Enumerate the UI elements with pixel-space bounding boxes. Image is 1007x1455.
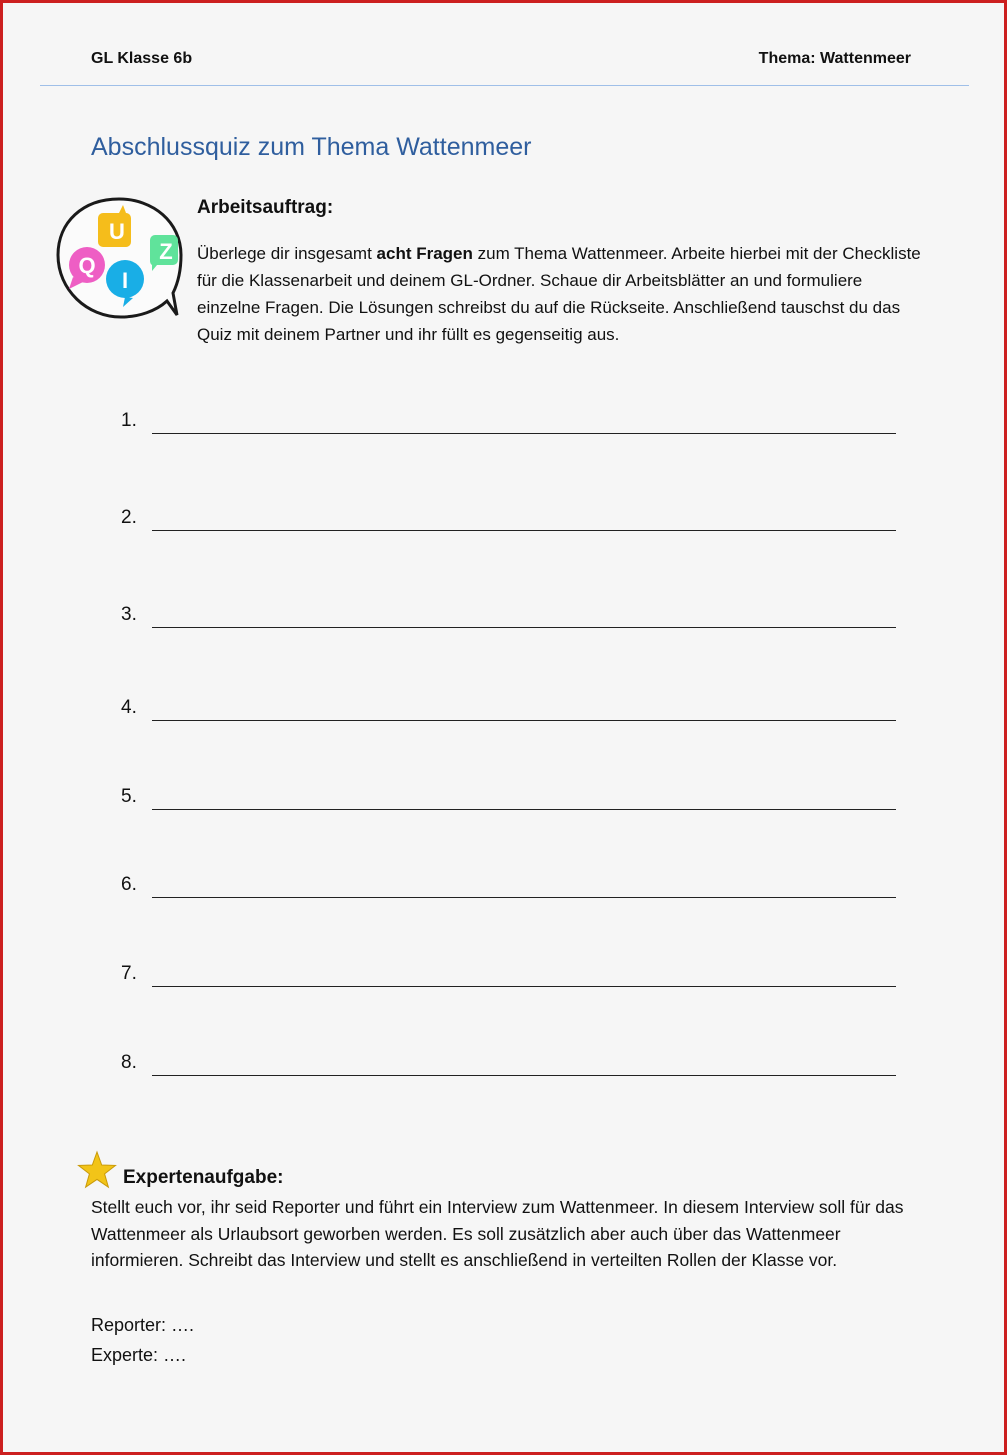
question-row bbox=[121, 499, 896, 529]
question-number: 5. bbox=[121, 786, 137, 807]
question-row bbox=[121, 955, 896, 985]
expert-heading: Expertenaufgabe: bbox=[123, 1167, 284, 1188]
question-row bbox=[121, 1044, 896, 1074]
question-row bbox=[121, 689, 896, 719]
question-number: 3. bbox=[121, 604, 137, 625]
task-heading: Arbeitsauftrag: bbox=[197, 197, 334, 218]
header-class: GL Klasse 6b bbox=[91, 50, 193, 67]
answer-line[interactable] bbox=[152, 986, 896, 987]
answer-line[interactable] bbox=[152, 720, 896, 721]
question-row bbox=[121, 402, 896, 432]
question-row bbox=[121, 778, 896, 808]
task-instructions bbox=[197, 240, 922, 348]
header-divider bbox=[40, 85, 969, 86]
star-icon bbox=[77, 1150, 117, 1190]
task-text-end: zum Thema Wattenmeer. Arbeite hierbei mit der Checkliste für die Klassenarbeit und deinem GL-Ordner. Schaue dir Arbeitsblätter an und formuliere einzelne Fragen. Die Lösungen schreibst du auf die Rückseite. Anschließend tauschst du das Quiz mit deinem Partner und ihr füllt es gegenseitig aus. bbox=[197, 244, 921, 344]
answer-line[interactable] bbox=[152, 897, 896, 898]
answer-line[interactable] bbox=[152, 1075, 896, 1076]
question-row bbox=[121, 596, 896, 626]
task-text-bold: acht Fragen bbox=[376, 244, 473, 263]
quiz-speech-bubbles-icon bbox=[55, 195, 183, 323]
logo-letter-u: U bbox=[109, 219, 125, 244]
question-number: 7. bbox=[121, 963, 137, 984]
logo-letter-z: Z bbox=[159, 239, 173, 264]
logo-letter-i: I bbox=[121, 268, 129, 293]
answer-line[interactable] bbox=[152, 809, 896, 810]
task-text-start: Überlege dir insgesamt bbox=[197, 244, 377, 263]
page-title: Abschlussquiz zum Thema Wattenmeer bbox=[91, 133, 532, 161]
expert-instructions: Stellt euch vor, ihr seid Reporter und führt ein Interview zum Wattenmeer. In diesem Interview soll für das Wattenmeer als Urlaubsort geworben werden. Es soll zusätzlich aber auch über das Wattenmeer informieren. Schreibt das Interview und stellt es anschließend in verteilten Rollen der Klasse vor. bbox=[91, 1197, 904, 1270]
question-number: 4. bbox=[121, 697, 137, 718]
header-topic: Thema: Wattenmeer bbox=[758, 50, 911, 67]
answer-line[interactable] bbox=[152, 530, 896, 531]
question-number: 1. bbox=[121, 410, 137, 431]
question-number: 2. bbox=[121, 507, 137, 528]
question-number: 6. bbox=[121, 874, 137, 895]
answer-line[interactable] bbox=[152, 627, 896, 628]
question-number: 8. bbox=[121, 1052, 137, 1073]
reporter-line: Reporter: …. bbox=[91, 1315, 195, 1335]
expert-line: Experte: …. bbox=[91, 1345, 187, 1365]
logo-letter-q: Q bbox=[78, 253, 96, 278]
answer-line[interactable] bbox=[152, 433, 896, 434]
question-row bbox=[121, 866, 896, 896]
